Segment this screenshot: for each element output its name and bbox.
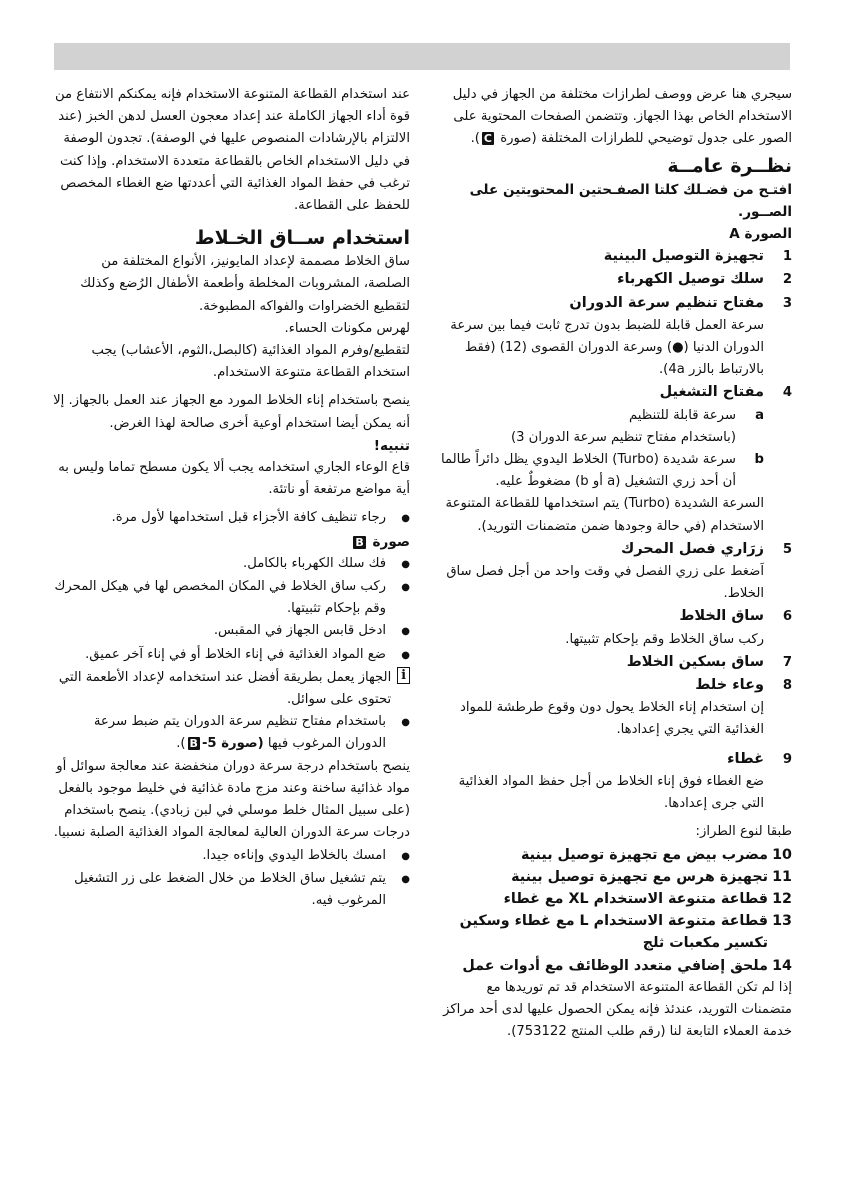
overview-item: 8 وعاء خلط [695,677,792,694]
speed-advice: ينصح باستخدام درجة سرعة دوران منخفضة عند معالجة سوائل أو مواد غذائية ساخنة وعند مزج مادة غذائية في خليط موجود بالفعل (على سبيل المثال خلط موسلي في لبن زبادي). ينصح باستخدام درجات سرعة الدوران العالية لمعالجة المواد الغذائية الصلبة نسبيا. [53,758,410,841]
item-description: السرعة الشديدة (Turbo) يتم استخدامها للقطاعة المتنوعة الاستخدام (في حالة وجودها ضمن متضمنات التوريد). [445,496,764,534]
item-description: ضع الغطاء فوق إناء الخلاط من أجل حفظ المواد الغذائية التي جرى إعدادها. [458,773,764,812]
item-description: إن استخدام إناء الخلاط يحول دون وقوع طرطشة للمواد الغذائية التي يجري إعدادها. [460,700,764,738]
info-icon: i [397,667,410,684]
section-paragraph: لهرس مكونات الحساء. [284,320,410,336]
overview-item: 6 ساق الخلاط [679,608,792,625]
bullet-icon: ● [401,873,410,885]
info-note: i الجهاز يعمل بطريقة أفضل عند استخدامه لإعداد الأطعمة التي تحتوى على سوائل. [52,667,410,711]
model-item: 14 ملحق إضافي متعدد الوظائف مع أدوات عمل [462,957,792,974]
item-description: اَضغط على زري الفصل في وقت واحد من أجل فصل ساق الخلاط. [446,564,764,602]
bullet-icon: ● [401,626,410,638]
intro-paragraph: سيجري هنا عرض ووصف لطرازات مختلفة من الجهاز في دليل الاستخدام الخاص بهذا الجهاز. وتتضمن الصفحات المحتوية على الصور على جدول توضيحي للطرازات المختلفة (صورة C). [452,87,792,147]
item-description: سرعة العمل قابلة للضبط بدون تدرج ثابت فيما بين سرعة الدوران الدنيا (●) وسرعة الدوران القصوى (12) (فقط بالارتباط بالزر 4a). [450,317,764,378]
left-column [52,84,410,912]
bullet-item: ● فك سلك الكهرباء بالكامل. [52,553,410,576]
right-column [440,84,792,1043]
overview-item: 9 غطاء [727,750,792,767]
model-intro: طبقا لنوع الطراز: [695,824,792,840]
figure-b-icon: B [189,737,198,751]
warning-text: قاع الوعاء الجاري استخدامه يجب ألا يكون مسطح تماما وليس به أية مواضع مرتفعة أو ناتئة. [58,460,410,498]
section-title: استخدام ســاق الخـلاط [194,227,410,250]
overview-item: 4 مفتاح التشغيل [659,384,792,401]
bullet-icon: ● [401,558,410,570]
overview-instruction: افتـح من فضـلك كلتا الصفـحتين المحتويتين على الصــور. [469,181,792,220]
header-bar [54,43,790,70]
bullet-item: ● رجاء تنظيف كافة الأجزاء قبل استخدامها لأول مرة. [52,507,410,530]
item-description: ركب ساق الخلاط وقم بإحكام تثبيتها. [565,631,764,647]
overview-item: 7 ساق بسكين الخلاط [626,653,792,670]
warning-title: تنبيه! [373,437,410,454]
bullet-item: ● امسك بالخلاط اليدوي وإناءه جيدا. [52,845,410,868]
multi-cutter-paragraph: عند استخدام القطاعة المتنوعة الاستخدام فإنه يمكنكم الانتفاع من قوة أداء الجهاز الكاملة عند إعداد معجون العسل لدهن الخبز (عند الالتزام بالإرشادات المنصوص عليها في الوصفة). تجدون الوصفة في دليل الاستخدام الخاص بالقطاعة متعددة الاستخدام. وإذا كنت ترغب في حفظ المواد الغذائية التي أعددتها ضع الغطاء المخصص للحفظ على القطاعة. [54,87,410,214]
figure-b-label: صورة B [355,533,410,550]
bullet-item: ● يتم تشغيل ساق الخلاط من خلال الضغط على زر التشغيل المرغوب فيه. [74,870,410,908]
section-paragraph: ينصح باستخدام إناء الخلاط المورد مع الجهاز عند العمل بالجهاز. إلا أنه يمكن أيضا استخدام أوعية أخرى صالحة لهذا الغرض. [53,393,410,431]
overview-item: 3 مفتاح تنظيم سرعة الدوران [569,294,792,311]
bullet-item: ● باستخدام مفتاح تنظيم سرعة الدوران يتم ضبط سرعة الدوران المرغوب فيها (صورة 5-B). [93,714,410,752]
overview-item: 2 سلك توصيل الكهرباء [617,271,792,288]
sub-item: b سرعة شديدة (Turbo) الخلاط اليدوي يظل دائراً طالما أن أحد زري التشغيل (a أو b) مضغوطٌ عليه. [441,452,764,490]
figure-b-icon: B [355,535,364,549]
model-item: 11 تجهيزة هرس مع تجهيزة توصيل بينية [511,868,792,885]
section-paragraph: ساق الخلاط مصممة لإعداد المايونيز، الأنواع المختلفة من الصلصة، المشروبات المخلطة وأطعمة الأطفال الرُضع وكذلك لتقطيع الخضراوات والفواكه المطبوخة. [80,254,410,314]
bullet-icon: ● [401,717,410,729]
overview-item: 5 زرَاري فصل المحرك [620,540,792,557]
figure-a-label: الصورة A [729,226,792,243]
overview-item: 1 تجهيزة التوصيل البينية [603,248,792,265]
closing-paragraph: إذا لم تكن القطاعة المتنوعة الاستخدام قد تم توريدها مع متضمنات التوريد، عندئذ فإنه يمكن الحصول عليها لدى أحد مراكز خدمة العملاء التابعة لنا (رقم طلب المنتج 753122). [443,979,792,1040]
model-item: 12 قطاعة متنوعة الاستخدام XL مع غطاء [503,890,792,907]
model-item: 13 قطاعة متنوعة الاستخدام L مع غطاء وسكين تكسير مكعبات ثلج [459,913,792,952]
overview-title: نظــرة عامــة [667,154,792,177]
section-paragraph: لتقطيع/وفرم المواد الغذائية (كالبصل،الثوم، الأعشاب) يجب استخدام القطاعة متنوعة الاستخدام. [91,343,410,381]
bullet-item: ● ادخل قابس الجهاز في المقبس. [52,620,410,643]
sub-item-note: (باستخدام مفتاح تنظيم سرعة الدوران 3) [510,429,736,445]
bullet-icon: ● [401,582,410,594]
bullet-item: ● ضع المواد الغذائية في إناء الخلاط أو في إناء آخر عميق. [52,644,410,667]
bullet-icon: ● [401,850,410,862]
sub-item: a سرعة قابلة للتنظيم [629,407,764,423]
bullet-icon: ● [401,649,410,661]
figure-c-icon: C [483,132,492,146]
bullet-item: ● ركب ساق الخلاط في المكان المخصص لها في هيكل المحرك وقم بإحكام تثبيتها. [54,579,410,617]
model-item: 10 مضرب بيض مع تجهيزة توصيل بينية [521,846,792,863]
bullet-icon: ● [401,513,410,525]
